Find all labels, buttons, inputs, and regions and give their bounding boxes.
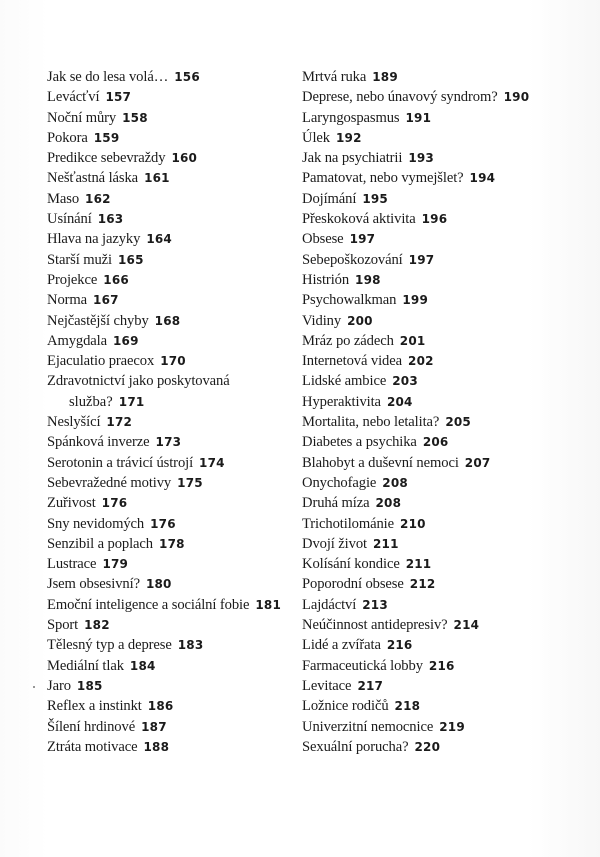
toc-entry-page-number: 173 xyxy=(155,435,182,450)
toc-entry-title: Mortalita, nebo letalita? xyxy=(302,414,440,431)
toc-entry-page-number: 208 xyxy=(375,496,402,511)
toc-entry xyxy=(47,473,297,493)
toc-entry-page-number: 171 xyxy=(118,394,145,409)
toc-entry xyxy=(47,595,297,615)
toc-entry-title: Pamatovat, nebo vymejšlet? xyxy=(302,170,464,187)
toc-entry-title: Kolísání kondice xyxy=(302,556,400,573)
toc-entry-page-number: 204 xyxy=(386,394,413,409)
toc-entry-page-number: 178 xyxy=(159,536,185,551)
toc-entry xyxy=(302,676,592,696)
toc-entry-page-number: 216 xyxy=(386,638,413,653)
toc-entry-title: Sexuální porucha? xyxy=(302,738,409,755)
toc-entry xyxy=(302,331,592,351)
toc-entry-title: Noční můry xyxy=(47,109,117,126)
toc-entry-page-number: 186 xyxy=(147,699,174,714)
toc-entry xyxy=(302,189,592,209)
toc-entry-page-number: 172 xyxy=(106,415,133,430)
toc-entry-title: Predikce sebevraždy xyxy=(47,150,166,167)
toc-entry-page-number: 199 xyxy=(402,293,429,308)
toc-entry xyxy=(47,168,297,188)
toc-entry xyxy=(47,615,297,635)
toc-entry-title: Amygdala xyxy=(47,332,107,349)
toc-entry xyxy=(302,392,592,412)
toc-entry-page-number: 203 xyxy=(392,374,418,389)
toc-entry xyxy=(47,250,297,270)
toc-entry-page-number: 159 xyxy=(93,130,120,145)
toc-entry-title: Spánková inverze xyxy=(47,434,150,451)
toc-entry-title: Internetová videa xyxy=(302,353,403,370)
toc-entry xyxy=(302,717,592,737)
toc-entry xyxy=(302,514,592,534)
toc-entry-title: Poporodní obsese xyxy=(302,576,404,593)
toc-entry-page-number: 198 xyxy=(355,272,381,287)
toc-entry-page-number: 183 xyxy=(177,638,204,653)
toc-entry-page-number: 164 xyxy=(146,232,172,247)
toc-entry-page-number: 163 xyxy=(97,212,124,227)
toc-entry-page-number: 175 xyxy=(177,475,203,490)
toc-entry xyxy=(302,168,592,188)
toc-entry-title: Senzibil a poplach xyxy=(47,535,154,552)
toc-entry-title: Tělesný typ a deprese xyxy=(47,637,172,654)
toc-column-right xyxy=(302,67,592,757)
toc-entry-title: Nešťastná láska xyxy=(47,170,139,187)
toc-entry-title: Nejčastější chyby xyxy=(47,312,149,329)
toc-entry xyxy=(302,595,592,615)
toc-column-left xyxy=(47,67,297,757)
toc-entry xyxy=(47,290,297,310)
toc-entry xyxy=(47,412,297,432)
toc-entry xyxy=(47,737,297,757)
toc-entry xyxy=(302,473,592,493)
toc-entry-title: Lajdáctví xyxy=(302,596,357,613)
toc-entry-title: Lidé a zvířata xyxy=(302,637,381,654)
toc-entry-title: Neúčinnost antidepresiv? xyxy=(302,617,448,634)
toc-entry-page-number: 216 xyxy=(428,658,455,673)
toc-entry xyxy=(302,574,592,594)
toc-entry xyxy=(302,311,592,331)
toc-entry-page-number: 195 xyxy=(362,191,388,206)
toc-entry-page-number: 174 xyxy=(199,455,225,470)
toc-entry-page-number: 189 xyxy=(372,70,398,84)
toc-entry-title: Histrión xyxy=(302,271,350,288)
toc-entry-title: Sny nevidomých xyxy=(47,515,145,532)
toc-entry-title: Reflex a instinkt xyxy=(47,698,142,715)
toc-entry-page-number: 185 xyxy=(76,678,103,693)
toc-entry-title: Přeskoková aktivita xyxy=(302,211,416,228)
toc-entry-title: Pokora xyxy=(47,129,88,146)
toc-entry-page-number: 176 xyxy=(101,496,128,511)
toc-entry-title: Maso xyxy=(47,190,80,207)
toc-entry xyxy=(47,635,297,655)
toc-entry xyxy=(302,108,592,128)
toc-entry-title: Neslyšící xyxy=(47,414,101,431)
toc-entry xyxy=(302,290,592,310)
toc-entry-title: Ztráta motivace xyxy=(47,738,138,755)
toc-entry xyxy=(302,615,592,635)
toc-entry-title: Jsem obsesivní? xyxy=(47,576,140,593)
toc-entry xyxy=(47,209,297,229)
toc-entry xyxy=(47,87,297,107)
toc-entry-title: Dojímání xyxy=(302,190,357,207)
toc-entry-title: Levitace xyxy=(302,677,352,694)
toc-entry-title-continued xyxy=(47,392,297,412)
toc-entry xyxy=(47,514,297,534)
toc-entry xyxy=(47,371,297,412)
toc-entry-title: Mráz po zádech xyxy=(302,332,394,349)
toc-entry xyxy=(47,534,297,554)
toc-entry-title: Lustrace xyxy=(47,556,97,573)
toc-entry xyxy=(302,128,592,148)
toc-entry xyxy=(302,493,592,513)
toc-entry-page-number: 182 xyxy=(84,618,110,633)
toc-entry-title: Sport xyxy=(47,617,79,634)
toc-entry xyxy=(47,148,297,168)
toc-entry xyxy=(47,432,297,452)
toc-entry-page-number: 210 xyxy=(400,516,426,531)
toc-entry xyxy=(302,148,592,168)
toc-entry-page-number: 160 xyxy=(171,151,198,166)
toc-entry-page-number: 157 xyxy=(105,90,132,105)
toc-entry xyxy=(302,696,592,716)
toc-entry-page-number: 201 xyxy=(399,333,426,348)
toc-entry-page-number: 220 xyxy=(414,739,441,754)
toc-entry-page-number: 181 xyxy=(255,597,282,612)
toc-entry-page-number: 211 xyxy=(372,536,399,551)
toc-entry-page-number: 194 xyxy=(469,171,496,186)
toc-entry-page-number: 167 xyxy=(93,293,119,308)
toc-entry-page-number: 208 xyxy=(382,475,408,490)
toc-entry xyxy=(47,676,297,696)
toc-entry-page-number: 184 xyxy=(129,658,156,673)
toc-entry xyxy=(302,737,592,757)
toc-entry xyxy=(47,189,297,209)
toc-entry-title: Zdravotnictví jako poskytovaná xyxy=(47,373,230,390)
toc-entry-title: Serotonin a trávicí ústrojí xyxy=(47,454,194,471)
toc-entry xyxy=(47,554,297,574)
toc-entry-page-number: 197 xyxy=(349,232,376,247)
toc-entry-title: Starší muži xyxy=(47,251,112,268)
toc-entry-page-number: 206 xyxy=(422,435,449,450)
toc-entry-title: Sebepoškozování xyxy=(302,251,403,268)
toc-entry-title: Emoční inteligence a sociální fobie xyxy=(47,596,250,613)
toc-entry-title: Sebevražedné motivy xyxy=(47,474,172,491)
toc-entry-title: Univerzitní nemocnice xyxy=(302,718,434,735)
toc-entry-title: Ložnice rodičů xyxy=(302,698,389,715)
toc-entry-title: Mediální tlak xyxy=(47,657,124,674)
toc-entry xyxy=(302,87,592,107)
toc-entry-page-number: 193 xyxy=(408,151,434,166)
toc-entry xyxy=(302,534,592,554)
toc-entry-page-number: 219 xyxy=(439,719,465,734)
toc-entry-page-number: 188 xyxy=(143,739,170,754)
toc-entry xyxy=(47,270,297,290)
toc-entry-title: Zuřivost xyxy=(47,495,96,512)
toc-entry-title: Jaro xyxy=(47,677,71,694)
toc-entry-title: Projekce xyxy=(47,271,98,288)
toc-entry-title: Hyperaktivita xyxy=(302,393,381,410)
toc-entry xyxy=(47,656,297,676)
toc-entry xyxy=(47,351,297,371)
toc-entry xyxy=(302,635,592,655)
toc-entry-page-number: 179 xyxy=(102,557,129,572)
toc-entry xyxy=(302,453,592,473)
toc-entry-title: Usínání xyxy=(47,211,92,228)
toc-entry xyxy=(302,656,592,676)
toc-entry xyxy=(302,554,592,574)
toc-entry-page-number: 196 xyxy=(421,212,448,227)
toc-entry xyxy=(302,371,592,391)
toc-entry-page-number: 187 xyxy=(141,719,167,734)
toc-entry-page-number: 205 xyxy=(445,415,471,430)
toc-entry-page-number: 156 xyxy=(174,70,200,84)
toc-entry-page-number: 169 xyxy=(113,333,139,348)
toc-entry xyxy=(47,311,297,331)
toc-entry-title: Mrtvá ruka xyxy=(302,69,367,85)
toc-entry-title: Deprese, nebo únavový syndrom? xyxy=(302,89,498,106)
toc-entry-title: Laryngospasmus xyxy=(302,109,400,126)
toc-entry-title: Druhá míza xyxy=(302,495,370,512)
toc-entry-title: Dvojí život xyxy=(302,535,367,552)
toc-entry xyxy=(47,128,297,148)
toc-entry-page-number: 212 xyxy=(409,577,436,592)
toc-entry-title: Onychofagie xyxy=(302,474,377,491)
toc-entry-page-number: 202 xyxy=(408,354,434,369)
toc-entry xyxy=(47,453,297,473)
toc-entry-page-number: 165 xyxy=(117,252,144,267)
toc-entry-title: Farmaceutická lobby xyxy=(302,657,423,674)
toc-entry-page-number: 197 xyxy=(408,252,435,267)
toc-entry-page-number: 168 xyxy=(154,313,181,328)
toc-entry-title: Úlek xyxy=(302,129,330,146)
toc-entry-title: Ejaculatio praecox xyxy=(47,353,155,370)
toc-entry-page-number: 180 xyxy=(145,577,172,592)
toc-entry xyxy=(302,209,592,229)
toc-entry-title: Jak na psychiatrii xyxy=(302,150,403,167)
toc-entry-page-number: 176 xyxy=(150,516,176,531)
toc-entry-page-number: 192 xyxy=(335,130,362,145)
toc-entry-page-number: 214 xyxy=(453,618,480,633)
toc-entry-title: Diabetes a psychika xyxy=(302,434,417,451)
toc-entry-page-number: 166 xyxy=(103,272,129,287)
toc-entry-page-number: 207 xyxy=(464,455,491,470)
toc-entry xyxy=(302,67,592,87)
toc-entry xyxy=(302,412,592,432)
toc-entry-title: Trichotilománie xyxy=(302,515,395,532)
toc-entry xyxy=(47,717,297,737)
toc-entry xyxy=(47,108,297,128)
toc-entry xyxy=(302,270,592,290)
toc-entry-page-number: 213 xyxy=(362,597,388,612)
toc-entry xyxy=(47,67,297,87)
toc-entry xyxy=(47,574,297,594)
toc-entry xyxy=(302,351,592,371)
toc-entry-title: Vidiny xyxy=(302,312,342,329)
toc-entry-page-number: 200 xyxy=(347,313,373,328)
toc-entry xyxy=(47,696,297,716)
toc-entry-title: Hlava na jazyky xyxy=(47,231,141,248)
toc-entry-page-number: 217 xyxy=(357,678,384,693)
toc-entry-page-number: 161 xyxy=(144,171,170,186)
toc-entry xyxy=(302,250,592,270)
toc-entry-page-number: 170 xyxy=(160,354,186,369)
toc-entry-page-number: 190 xyxy=(503,90,530,105)
toc-entry-title: Psychowalkman xyxy=(302,292,397,309)
toc-entry xyxy=(47,331,297,351)
toc-entry xyxy=(47,229,297,249)
toc-entry-page-number: 158 xyxy=(122,110,148,125)
toc-entry-title: Norma xyxy=(47,292,88,309)
toc-entry xyxy=(47,493,297,513)
toc-entry-page-number: 211 xyxy=(405,557,432,572)
toc-entry-page-number: 191 xyxy=(405,110,432,125)
toc-entry-title: Šílení hrdinové xyxy=(47,718,136,735)
toc-entry-title: Obsese xyxy=(302,231,344,248)
toc-entry-title: Jak se do lesa volá… xyxy=(47,69,169,85)
page-speck xyxy=(33,686,35,688)
toc-entry xyxy=(302,229,592,249)
toc-entry xyxy=(302,432,592,452)
toc-entry-title-continued-text: služba? xyxy=(69,393,113,410)
toc-entry-title: Blahobyt a duševní nemoci xyxy=(302,454,459,471)
toc-entry-title: Levácťví xyxy=(47,89,100,106)
toc-entry-page-number: 162 xyxy=(85,191,111,206)
toc-entry-title: Lidské ambice xyxy=(302,373,387,390)
toc-entry-page-number: 218 xyxy=(394,699,421,714)
